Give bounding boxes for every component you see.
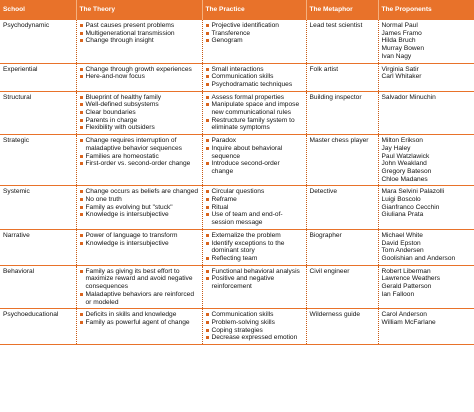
proponents-item: Murray Bowen [381,45,425,53]
practice-item: Projective identification [206,22,303,30]
practice-item: Communication skills [206,73,303,81]
practice-item: Inquire about behavioral sequence [206,145,303,160]
practice-item: Identify exceptions to the dominant story [206,240,303,255]
practice-item: Introduce second-order change [206,160,303,175]
proponents-list [382,22,472,61]
proponents-item: Giuliana Prata [381,211,424,219]
theory-list [80,94,199,133]
proponents-item: David Epston [381,239,421,247]
table-row [0,265,474,309]
proponents-item: Hilda Bruch [381,37,416,45]
practice-cell [202,229,306,265]
proponents-item: Robert Liberman [381,267,431,275]
theory-list [80,137,199,168]
theory-cell [76,135,202,186]
proponents-item: Paul Watzlawick [381,152,430,160]
proponents-cell [378,309,474,345]
practice-item: Manipulate space and impose new communicational rules [206,101,303,116]
practice-item: Coping strategies [206,327,303,335]
proponents-item: William McFarlane [381,318,436,326]
proponents-item: Luigi Boscolo [381,196,421,204]
theory-item: Change requires interruption of maladaptive behavior sequences [80,137,199,152]
metaphor-list [310,22,375,30]
proponents-list [382,66,472,81]
practice-list [206,66,303,89]
theory-item: Family as powerful agent of change [80,319,199,327]
header-theory: The Theory [76,0,202,20]
theory-item: Here-and-now focus [80,73,199,81]
theory-item: Flexibility with outsiders [80,124,199,132]
metaphor-list [310,188,375,196]
table-row [0,20,474,63]
metaphor-list [310,137,375,145]
proponents-item: Milton Erikson [381,137,423,145]
theory-item: Change through growth experiences [80,66,199,74]
header-practice: The Practice [202,0,306,20]
metaphor-item: Wilderness guide [309,311,361,319]
metaphor-cell [306,91,378,135]
theory-cell [76,20,202,63]
proponents-item: Gregory Bateson [381,167,432,175]
practice-list [206,311,303,342]
theory-list [80,232,199,247]
header-metaphor: The Metaphor [306,0,378,20]
practice-cell [202,91,306,135]
proponents-cell [378,265,474,309]
metaphor-list [310,232,375,240]
theory-list [80,188,199,219]
metaphor-list [310,66,375,74]
theory-cell [76,91,202,135]
theory-item: Knowledge is intersubjective [80,240,199,248]
theory-item: Multigenerational transmission [80,30,199,38]
practice-item: Ritual [206,204,303,212]
theory-cell [76,186,202,230]
proponents-item: Gerald Patterson [381,283,432,291]
proponents-cell [378,135,474,186]
school-cell: Narrative [0,229,76,265]
theory-item: First-order vs. second-order change [80,160,199,168]
practice-list [206,94,303,133]
proponents-item: Ivan Nagy [381,52,412,60]
practice-list [206,137,303,176]
theory-item: No one truth [80,196,199,204]
practice-list [206,268,303,291]
table-row [0,91,474,135]
theory-cell [76,265,202,309]
table-header-row [0,0,474,20]
metaphor-list [310,311,375,319]
proponents-list [382,232,472,263]
practice-item: Functional behavioral analysis [206,268,303,276]
practice-cell [202,63,306,91]
table-row [0,229,474,265]
metaphor-item: Building inspector [309,93,362,101]
proponents-item: John Weakland [381,160,427,168]
theory-item: Change occurs as beliefs are changed [80,188,199,196]
proponents-cell [378,63,474,91]
practice-item: Paradox [206,137,303,145]
theory-item: Knowledge is intersubjective [80,211,199,219]
metaphor-item: Lead test scientist [309,22,363,29]
proponents-item: Salvador Minuchin [381,93,436,101]
theory-list [80,66,199,81]
proponents-list [382,311,472,326]
theory-item: Family as evolving but "stuck" [80,204,199,212]
table-body [0,20,474,345]
practice-item: Decrease expressed emotion [206,334,303,342]
metaphor-list [310,94,375,102]
metaphor-cell [306,63,378,91]
proponents-item: James Framo [381,29,422,37]
proponents-item: Gianfranco Cecchin [381,203,440,211]
theory-item: Well-defined subsystems [80,101,199,109]
practice-item: Reflecting team [206,255,303,263]
metaphor-item: Master chess player [309,137,369,145]
metaphor-cell [306,265,378,309]
header-proponents: The Proponents [378,0,474,20]
proponents-cell [378,229,474,265]
school-cell: Experiential [0,63,76,91]
proponents-list [382,94,472,102]
practice-item: Externalize the problem [206,232,303,240]
header-school: School [0,0,76,20]
metaphor-item: Civil engineer [309,267,350,275]
proponents-list [382,268,472,299]
practice-item: Restructure family system to eliminate symptoms [206,117,303,132]
practice-list [206,188,303,227]
practice-item: Reframe [206,196,303,204]
practice-cell [202,135,306,186]
table-row [0,186,474,230]
theory-item: Power of language to transform [80,232,199,240]
practice-item: Genogram [206,37,303,45]
proponents-item: Virginia Satir [381,65,419,73]
metaphor-cell [306,309,378,345]
proponents-item: Chloe Madanes [381,175,428,183]
school-cell: Psychodynamic [0,20,76,63]
theory-cell [76,229,202,265]
theory-list [80,311,199,326]
theory-list [80,268,199,307]
theory-item: Past causes present problems [80,22,199,30]
practice-cell [202,186,306,230]
practice-item: Small interactions [206,66,303,74]
proponents-item: Michael White [381,231,423,239]
metaphor-cell [306,20,378,63]
proponents-item: Goolishian and Anderson [381,254,456,262]
school-cell: Structural [0,91,76,135]
school-cell: Systemic [0,186,76,230]
school-cell: Psychoeducational [0,309,76,345]
practice-item: Circular questions [206,188,303,196]
proponents-item: Lawrence Weathers [381,275,441,283]
proponents-cell [378,20,474,63]
metaphor-item: Detective [309,188,337,196]
table-row [0,135,474,186]
theory-cell [76,309,202,345]
practice-item: Psychodramatic techniques [206,81,303,89]
theory-list [80,22,199,45]
table-row [0,63,474,91]
theory-item: Change through insight [80,37,199,45]
proponents-item: Tom Andersen [381,247,424,255]
practice-cell [202,309,306,345]
school-cell: Behavioral [0,265,76,309]
proponents-item: Mara Selvini Palazolli [381,188,445,196]
practice-cell [202,20,306,63]
school-cell: Strategic [0,135,76,186]
practice-item: Problem-solving skills [206,319,303,327]
proponents-list [382,137,472,183]
practice-item: Communication skills [206,311,303,319]
practice-list [206,22,303,45]
proponents-item: Carol Anderson [381,311,427,319]
theory-item: Family as giving its best effort to maximize reward and avoid negative consequences [80,268,199,291]
metaphor-cell [306,186,378,230]
theory-item: Maladaptive behaviors are reinforced or modeled [80,291,199,306]
proponents-cell [378,91,474,135]
practice-item: Transference [206,30,303,38]
practice-item: Assess formal properties [206,94,303,102]
theory-cell [76,63,202,91]
proponents-item: Normal Paul [381,22,418,29]
proponents-item: Ian Falloon [381,290,415,298]
metaphor-item: Biographer [309,231,342,239]
table-row [0,309,474,345]
practice-item: Use of team and end-of-session message [206,211,303,226]
proponents-item: Carl Whitaker [381,73,422,81]
proponents-cell [378,186,474,230]
theory-item: Deficits in skills and knowledge [80,311,199,319]
practice-item: Positive and negative reinforcement [206,275,303,290]
metaphor-list [310,268,375,276]
practice-list [206,232,303,263]
metaphor-cell [306,229,378,265]
theory-item: Clear boundaries [80,109,199,117]
theory-item: Families are homeostatic [80,153,199,161]
proponents-list [382,188,472,219]
metaphor-cell [306,135,378,186]
proponents-item: Jay Haley [381,144,411,152]
theory-item: Parents in charge [80,117,199,125]
metaphor-item: Folk artist [309,65,339,73]
theory-item: Blueprint of healthy family [80,94,199,102]
practice-cell [202,265,306,309]
